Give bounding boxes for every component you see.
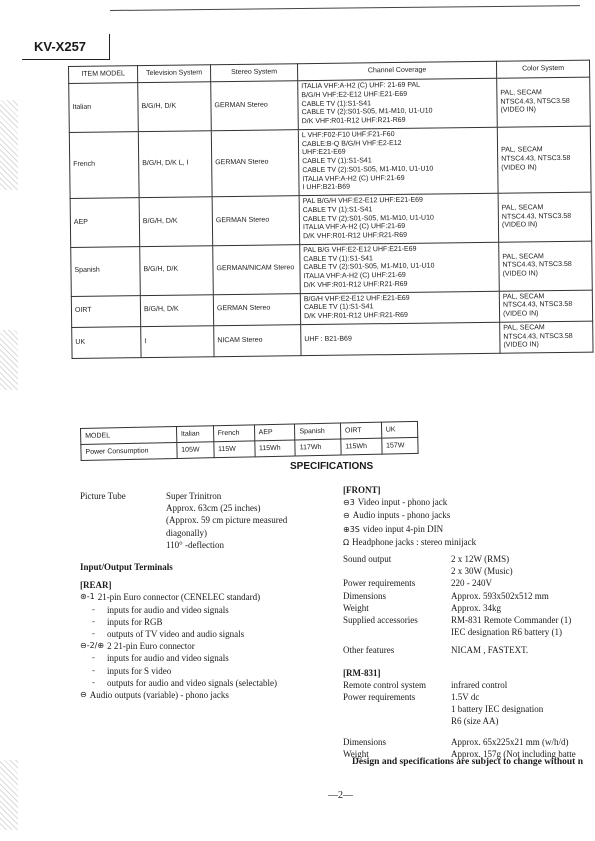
cell-color-system — [497, 77, 591, 127]
channel-line: D/K VHF:R01-R12 UHF:R21-R69 — [301, 116, 406, 126]
rear-item-text: 2 21-pin Euro connector — [107, 641, 195, 652]
spec-row — [343, 590, 593, 602]
page-number: —2— — [328, 790, 353, 801]
color-line: PAL, SECAM — [501, 203, 544, 212]
cell-tv-system: B/G/H, D/K L, I — [138, 131, 212, 198]
color-line: PAL, SECAM — [503, 323, 545, 332]
rear-item — [80, 604, 330, 616]
picture-tube-line: 110° -deflection — [166, 539, 224, 550]
cell-channel-coverage — [299, 193, 499, 244]
channel-line: CABLE:B-Q B/G/H VHF:E2-E12 — [301, 139, 402, 148]
sound-value: 2 x 12W (RMS) — [451, 554, 510, 565]
picture-tube-line: diagonally) — [166, 527, 207, 538]
color-line: NTSC4.43, NTSC3.58 — [500, 97, 570, 106]
spec-value: 220 - 240V — [451, 578, 492, 589]
spec-value: Approx. 65x225x21 mm (w/h/d) — [451, 736, 569, 747]
spec-row — [343, 626, 593, 638]
color-line: NTSC4.43, NTSC3.58 — [502, 261, 572, 269]
power-model-cell: OIRT — [340, 422, 381, 439]
channel-line: CABLE TV (1):S1-S41 — [301, 99, 372, 108]
front-terminal-list — [343, 496, 593, 549]
specifications-heading: SPECIFICATIONS — [290, 461, 374, 472]
channel-line: ITALIA VHF:A-H2 (C) UHF:21-69 — [302, 223, 406, 232]
channel-line: PAL B/G/H VHF:E2-E12 UHF:E21-E69 — [302, 196, 423, 206]
spec-value: NICAM , FASTEXT. — [451, 645, 529, 656]
channel-line: L VHF:F02-F10 UHF:F21-F60 — [301, 130, 395, 139]
color-line: (VIDEO IN) — [503, 310, 539, 318]
table-row — [72, 321, 593, 359]
sound-output-values — [451, 553, 513, 577]
power-value-cell: 105W — [177, 442, 214, 459]
color-line: (VIDEO IN) — [501, 164, 537, 172]
channel-line: CABLE TV (2):S01-S05, M1-M10, U1-U10 — [303, 262, 435, 272]
front-item — [343, 536, 593, 549]
spec-label: Remote control system — [343, 679, 426, 690]
model-title: KV-X257 — [22, 34, 110, 60]
table-row — [70, 192, 592, 247]
channel-line: CABLE TV (1):S1-S41 — [302, 206, 373, 214]
rear-item-text: outputs of TV video and audio signals — [107, 629, 245, 640]
spec-value: infrared control — [451, 679, 508, 690]
connector-icon: Ω — [343, 537, 350, 547]
channel-line: ITALIA VHF:A-H2 (C) UHF:21-69 — [303, 271, 406, 281]
cell-color-system — [498, 192, 592, 242]
spec-row — [343, 577, 593, 589]
power-consumption-table — [80, 421, 419, 461]
spec-value: Approx. 34kg — [451, 602, 501, 613]
rear-item-text: Audio outputs (variable) - phono jacks — [89, 690, 229, 701]
rear-item-text: inputs for RGB — [107, 616, 163, 627]
channel-line: UHF : B21-B69 — [304, 335, 352, 343]
rear-item — [80, 591, 330, 603]
header-channel-coverage: Channel Coverage — [297, 61, 496, 80]
connector-icon: - — [92, 665, 95, 675]
channel-line: CABLE TV (2):S01-S05, M1-M10, U1-U10 — [302, 165, 434, 174]
power-model-cell: Italian — [176, 426, 213, 443]
color-line: (VIDEO IN) — [503, 341, 539, 349]
power-value-cell: 115Wh — [341, 438, 382, 455]
cell-model: Italian — [69, 83, 139, 133]
cell-color-system — [497, 126, 591, 193]
color-line: (VIDEO IN) — [501, 221, 538, 229]
spec-value: Approx. 593x502x512 mm — [451, 590, 549, 601]
power-value-cell: 157W — [381, 437, 418, 454]
spec-value: 1.5V dc — [451, 692, 480, 703]
spec-label — [343, 715, 451, 727]
cell-color-system — [499, 290, 592, 322]
header-stereo-system: Stereo System — [210, 64, 297, 82]
left-spec-column — [80, 490, 330, 701]
spec-label: Weight — [343, 602, 369, 613]
cell-channel-coverage — [301, 322, 500, 356]
front-heading: [FRONT] — [343, 485, 381, 495]
channel-line: CABLE TV (2):S01-S05, M1-M10, U1-U10 — [301, 107, 433, 117]
spec-row — [343, 602, 593, 614]
connector-icon: ⊖ — [80, 690, 87, 700]
connector-icon: ⊕3S — [343, 524, 360, 534]
cell-model: OIRT — [71, 295, 140, 327]
cell-model: AEP — [70, 198, 140, 248]
cell-channel-coverage — [298, 78, 498, 129]
color-line: NTSC4.43, NTSC3.58 — [501, 212, 572, 221]
spec-label: Power requirements — [343, 692, 416, 703]
spec-label: Dimensions — [343, 736, 387, 747]
front-item-text: Video input - phono jack — [357, 497, 448, 508]
connector-icon: - — [92, 629, 95, 639]
cell-model: Spanish — [71, 246, 141, 296]
spec-row — [343, 614, 593, 626]
connector-icon: ⊛-1 — [80, 592, 95, 602]
power-value-cell: 115W — [213, 441, 254, 458]
spec-row — [343, 691, 593, 703]
channel-line: I UHF:B21-B69 — [302, 183, 351, 192]
spec-row — [343, 703, 593, 715]
cell-channel-coverage — [300, 291, 499, 325]
cell-stereo-system: GERMAN Stereo — [211, 129, 299, 196]
channel-line: B/G/H VHF:E2-E12 UHF:E21-E69 — [301, 90, 408, 99]
rear-item — [80, 689, 330, 701]
sound-output-row — [343, 553, 593, 577]
channel-coverage-table — [68, 60, 594, 359]
cell-model: French — [69, 131, 139, 198]
color-line: PAL, SECAM — [502, 252, 544, 261]
cell-stereo-system: GERMAN/NICAM Stereo — [213, 244, 301, 294]
rear-item-text: inputs for audio and video signals — [107, 604, 229, 615]
channel-line: UHF:E21-E69 — [302, 148, 346, 157]
spec-value: RM-831 Remote Commander (1) — [451, 615, 572, 626]
cell-channel-coverage — [298, 127, 498, 196]
power-model-label: MODEL — [81, 426, 177, 444]
power-model-cell: UK — [381, 421, 418, 438]
table-row — [71, 241, 593, 296]
cell-channel-coverage — [300, 242, 500, 293]
cell-tv-system: B/G/H, D/K — [138, 82, 212, 132]
power-value-cell: 115Wh — [254, 440, 295, 457]
general-spec-list — [343, 577, 593, 656]
front-item — [343, 496, 593, 509]
picture-tube-line: Approx. 63cm (25 inches) — [166, 503, 261, 514]
header-tv-system: Television System — [138, 65, 211, 83]
picture-tube-row — [80, 490, 330, 551]
cell-tv-system: B/G/H, D/K — [139, 197, 213, 247]
color-line: NTSC4.43, NTSC3.58 — [502, 301, 573, 309]
scan-speckle — [0, 100, 18, 190]
picture-tube-line: (Approx. 59 cm picture measured — [166, 515, 288, 526]
spec-row — [343, 736, 593, 748]
color-line: PAL, SECAM — [500, 88, 542, 97]
spec-label — [343, 626, 451, 638]
spec-value: 1 battery IEC designation — [451, 704, 544, 715]
cell-color-system — [500, 321, 593, 353]
spec-label: Dimensions — [343, 590, 387, 601]
rm-831-heading: [RM-831] — [343, 667, 381, 678]
spec-value: R6 (size AA) — [451, 716, 499, 727]
power-model-cell: AEP — [254, 424, 295, 441]
spec-label: Power requirements — [343, 578, 416, 589]
front-item-text: video input 4-pin DIN — [362, 523, 444, 534]
picture-tube-label: Picture Tube — [80, 491, 126, 501]
spec-label — [343, 703, 451, 715]
connector-icon: ⊖3 — [343, 498, 355, 508]
cell-tv-system: B/G/H, D/K — [140, 294, 213, 326]
cell-stereo-system: GERMAN Stereo — [211, 81, 299, 131]
power-model-cell: French — [213, 425, 254, 442]
cell-stereo-system: GERMAN Stereo — [213, 293, 300, 325]
spec-value: IEC designation R6 battery (1) — [451, 627, 562, 638]
power-value-cell: 117Wh — [295, 439, 341, 456]
connector-icon: - — [92, 616, 95, 626]
cell-model: UK — [72, 326, 141, 358]
channel-line: B/G/H VHF:E2-E12 UHF:E21-E69 — [303, 294, 410, 303]
spec-value: Approx. 157g (Not including batte — [451, 748, 576, 759]
channel-line: PAL B/G VHF:E2-E12 UHF:E21-E69 — [303, 245, 417, 254]
channel-line: D/K VHF:R01-R12 UHF:R21-R69 — [303, 280, 408, 289]
channel-line: ITALIA VHF:A-H2 (C) UHF: 21-69 PAL — [301, 81, 421, 91]
header-color-system: Color System — [496, 60, 589, 78]
rear-item — [80, 665, 330, 677]
channel-line: CABLE TV (1):S1-S41 — [303, 303, 374, 312]
channel-line: D/K VHF:R01-R12 UHF:R21-R69 — [304, 311, 408, 321]
cell-tv-system: I — [141, 325, 214, 357]
picture-tube-line: Super Trinitron — [166, 491, 222, 501]
channel-line: CABLE TV (1):S1-S41 — [302, 157, 372, 166]
rear-heading: [REAR] — [80, 580, 112, 591]
color-line: (VIDEO IN) — [500, 106, 537, 114]
connector-icon: ⊖ — [343, 511, 350, 521]
channel-line: ITALIA VHF:A-H2 (C) UHF:21-69 — [302, 174, 405, 183]
front-item-text: Audio inputs - phono jacks — [352, 510, 451, 521]
header-item-model: ITEM MODEL — [69, 66, 138, 84]
connector-icon: ⊖-2/⊕ — [80, 641, 105, 651]
spec-row — [343, 715, 593, 727]
sound-value: 2 x 30W (Music) — [451, 566, 513, 577]
picture-tube-values — [166, 490, 287, 551]
front-item — [343, 523, 593, 536]
rear-terminal-list — [80, 591, 330, 701]
front-item-text: Headphone jacks : stereo minijack — [352, 536, 477, 547]
spec-label: Weight — [343, 748, 369, 759]
connector-icon: - — [92, 677, 95, 687]
table-row — [69, 77, 591, 132]
channel-line: CABLE TV (1):S1-S41 — [303, 254, 373, 263]
footer-note: Design and specifications are subject to change without n — [352, 757, 583, 767]
power-consumption-label: Power Consumption — [81, 442, 177, 460]
table-row — [69, 126, 591, 199]
spec-label: Supplied accessories — [343, 615, 418, 626]
cell-tv-system: B/G/H, D/K — [140, 245, 214, 295]
color-line: (VIDEO IN) — [502, 270, 539, 278]
rear-item-text: inputs for S video — [107, 665, 172, 676]
rear-item-text: outputs for audio and video signals (selectable) — [107, 677, 277, 688]
rear-item — [80, 677, 330, 689]
rear-item-text: inputs for audio and video signals — [107, 653, 229, 664]
cell-stereo-system: GERMAN Stereo — [212, 196, 300, 246]
front-item — [343, 509, 593, 522]
channel-line: D/K VHF:R01-R12 UHF:R21-R69 — [303, 231, 408, 241]
rear-item — [80, 640, 330, 652]
spec-label: Other features — [343, 645, 395, 656]
right-spec-column — [343, 484, 593, 760]
remote-spec-list — [343, 679, 593, 760]
connector-icon: - — [92, 604, 95, 614]
connector-icon: - — [92, 653, 95, 663]
top-rule — [110, 5, 580, 11]
scan-speckle — [0, 330, 18, 390]
cell-stereo-system: NICAM Stereo — [214, 324, 301, 356]
channel-line: CABLE TV (2):S01-S05, M1-M10, U1-U10 — [302, 214, 434, 223]
rear-item-text: 21-pin Euro connector (CENELEC standard) — [97, 592, 261, 603]
scan-speckle — [0, 760, 18, 830]
rear-item — [80, 652, 330, 664]
color-line: NTSC4.43, NTSC3.58 — [503, 332, 573, 341]
color-line: NTSC4.43, NTSC3.58 — [501, 154, 571, 163]
io-terminals-heading: Input/Output Terminals — [80, 562, 173, 573]
power-model-cell: Spanish — [295, 423, 341, 440]
sound-output-label: Sound output — [343, 554, 392, 565]
spec-row — [343, 644, 593, 656]
color-line: PAL, SECAM — [502, 292, 545, 301]
color-line: PAL, SECAM — [501, 146, 543, 154]
rear-item — [80, 628, 330, 640]
rear-item — [80, 616, 330, 628]
cell-color-system — [499, 241, 593, 291]
spec-row — [343, 679, 593, 691]
